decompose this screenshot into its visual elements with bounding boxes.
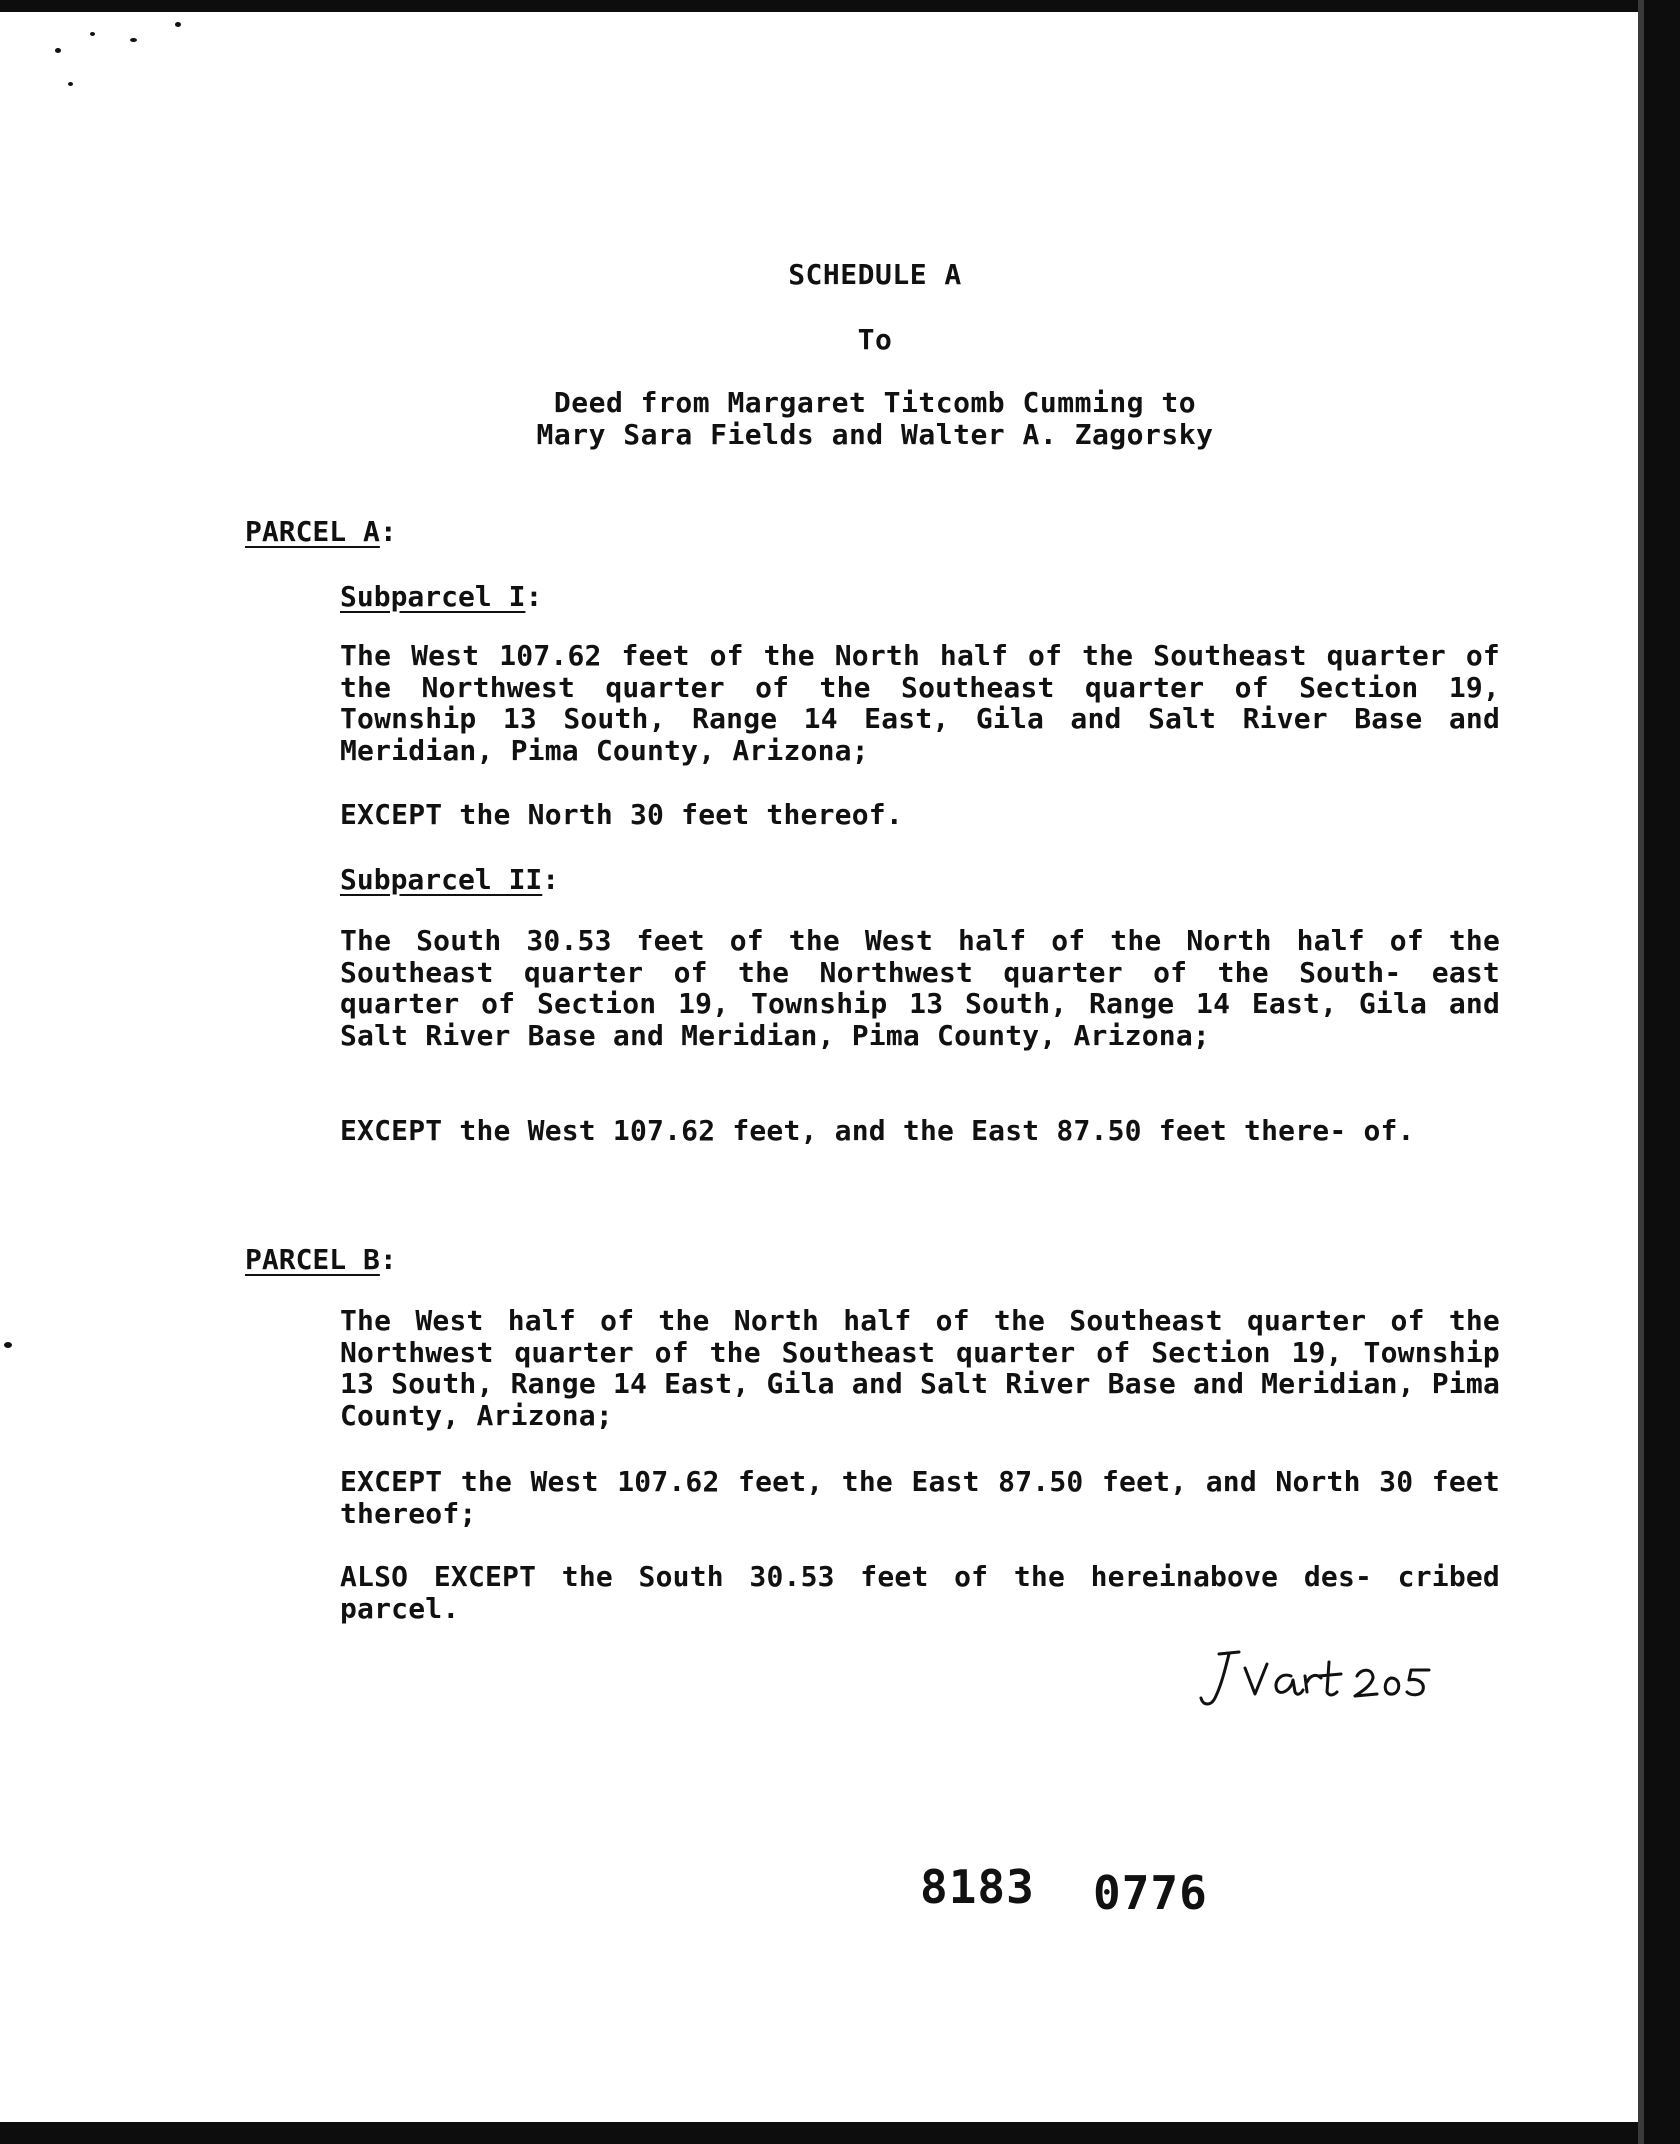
scan-border-bottom (0, 2122, 1680, 2144)
scan-border-right (1644, 0, 1680, 2144)
subparcel-2-exception: EXCEPT the West 107.62 feet, and the East 87.50 feet there- of. (340, 1114, 1415, 1147)
subparcel-2-description: The South 30.53 feet of the West half of the North half of the Southeast quarter of the Northwest quarter of the South- east quarter of Section 19, Township 13 South, Range 14 East, Gila and Salt River Base and Meridian, Pima County, Arizona; (340, 924, 1500, 1052)
subparcel-2-heading (340, 863, 559, 896)
deed-parties-line-1: Deed from Margaret Titcomb Cumming to (553, 386, 1197, 419)
scan-speck (175, 22, 181, 27)
heading-colon: : (525, 580, 543, 613)
scan-speck (90, 32, 95, 36)
subparcel-1-heading-text: Subparcel I (340, 580, 526, 613)
parcel-a-heading-text: PARCEL A (245, 515, 380, 548)
recording-page-number: 0776 (1093, 1866, 1208, 1920)
scan-speck (55, 48, 61, 53)
scan-speck (4, 1342, 12, 1348)
deed-parties-line-2: Mary Sara Fields and Walter A. Zagorsky (536, 418, 1214, 451)
subparcel-1-exception: EXCEPT the North 30 feet thereof. (340, 798, 903, 831)
handwritten-signature (1195, 1640, 1435, 1720)
parcel-b-also-exception: ALSO EXCEPT the South 30.53 feet of the hereinabove des- cribed parcel. (340, 1560, 1500, 1625)
scan-speck (68, 82, 73, 86)
subparcel-2-heading-text: Subparcel II (340, 863, 543, 896)
schedule-title: SCHEDULE A (788, 258, 962, 291)
parcel-b-description: The West half of the North half of the Southeast quarter of the Northwest quarter of the Southeast quarter of Section 19, Township 13 South, Range 14 East, Gila and Salt River Base and Meridian, Pima County, Arizona; (340, 1304, 1500, 1432)
parcel-b-exception: EXCEPT the West 107.62 feet, the East 87.50 feet, and North 30 feet thereof; (340, 1465, 1500, 1530)
recording-book-number: 8183 (920, 1860, 1035, 1914)
parcel-b-heading-text: PARCEL B (245, 1243, 380, 1276)
heading-colon: : (379, 1243, 397, 1276)
heading-colon: : (542, 863, 560, 896)
to-line: To (857, 323, 893, 356)
heading-colon: : (379, 515, 397, 548)
parcel-a-heading (245, 515, 397, 548)
subparcel-1-description: The West 107.62 feet of the North half of the Southeast quarter of the Northwest quarter of the Southeast quarter of Section 19, Township 13 South, Range 14 East, Gila and Salt River Base and Meridian, Pima County, Arizona; (340, 639, 1500, 767)
subparcel-1-heading (340, 580, 542, 613)
scan-speck (130, 38, 137, 42)
scan-border-top (0, 0, 1680, 12)
parcel-b-heading (245, 1243, 397, 1276)
